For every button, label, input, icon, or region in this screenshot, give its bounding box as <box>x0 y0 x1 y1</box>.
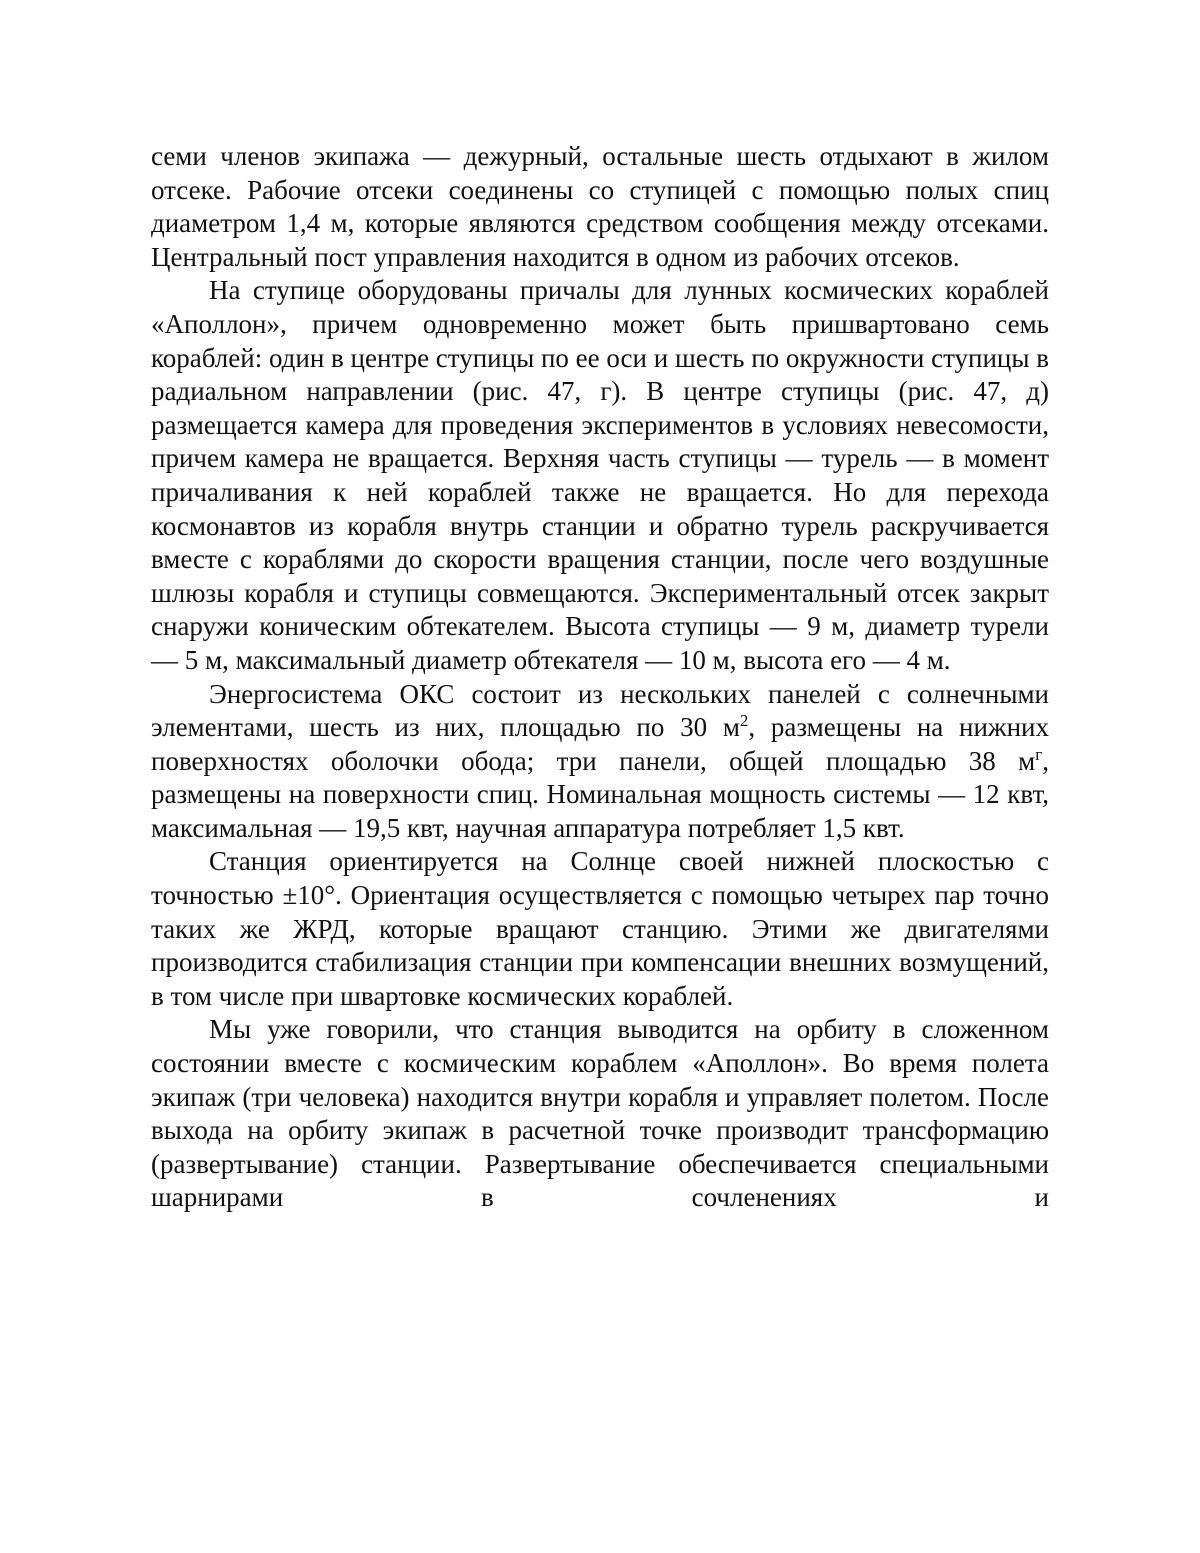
paragraph-3-text-part-2: , размещены на нижних поверхностях оболочки обода; три панели, общей площадью 38 м <box>151 712 1049 776</box>
paragraph-3-text-part-1: Энергосистема ОКС состоит из нескольких панелей с солнечными элементами, шесть из них, площадью по 30 м <box>151 678 1049 743</box>
superscript-2: 2 <box>739 711 749 731</box>
paragraph-1-text: семи членов экипажа — дежурный, остальные шесть отдыхают в жилом отсеке. Рабочие отсеки соединены со ступицей с помощью полых спиц диаметром 1,4 м, которые являются средством сообщения между отсеками. Центральный пост управления находится в одном из рабочих отсеков. <box>151 141 1049 272</box>
paragraph-2 <box>151 274 1049 677</box>
superscript-g: г <box>1035 744 1043 764</box>
paragraph-5-text: Мы уже говорили, что станция выводится на орбиту в сложенном состоянии вместе с космическим кораблем «Аполлон». Во время полета экипаж (три человека) находится внутри корабля и управляет полетом. После выхода на орбиту экипаж в расчетной точке производит трансформацию (развертывание) станции. Развертывание обеспечивается специальными шарнирами в сочленениях и <box>151 1014 1049 1213</box>
paragraph-5 <box>151 1013 1049 1215</box>
paragraph-1 <box>151 140 1049 274</box>
paragraph-3-text-part-3: , размещены на поверхности спиц. Номинальная мощность системы — 12 квт, максимальная — 19,5 квт, научная аппаратура потребляет 1,5 квт. <box>151 745 1049 843</box>
paragraph-2-text: На ступице оборудованы причалы для лунных космических кораблей «Аполлон», причем одновременно может быть пришвартовано семь кораблей: один в центре ступицы по ее оси и шесть по окружности ступицы в радиальном направлении (рис. 47, г). В центре ступицы (рис. 47, д) размещается камера для проведения экспериментов в условиях невесомости, причем камера не вращается. Верхняя часть ступицы — турель — в момент причаливания к ней кораблей также не вращается. Но для перехода космонавтов из корабля внутрь станции и обратно турель раскручивается вместе с кораблями до скорости вращения станции, после чего воздушные шлюзы корабля и ступицы совмещаются. Экспериментальный отсек закрыт снаружи коническим обтекателем. Высота ступицы — 9 м, диаметр турели — 5 м, максимальный диаметр обтекателя — 10 м, высота его — 4 м. <box>151 275 1050 675</box>
paragraph-3 <box>151 678 1049 846</box>
paragraph-4-text: Станция ориентируется на Солнце своей нижней плоскостью с точностью ±10°. Ориентация осуществляется с помощью четырех пар точно таких же ЖРД, которые вращают станцию. Этими же двигателями производится стабилизация станции при компенсации внешних возмущений, в том числе при швартовке космических кораблей. <box>151 846 1049 1011</box>
paragraph-4 <box>151 845 1049 1013</box>
body-text <box>151 140 1049 1215</box>
